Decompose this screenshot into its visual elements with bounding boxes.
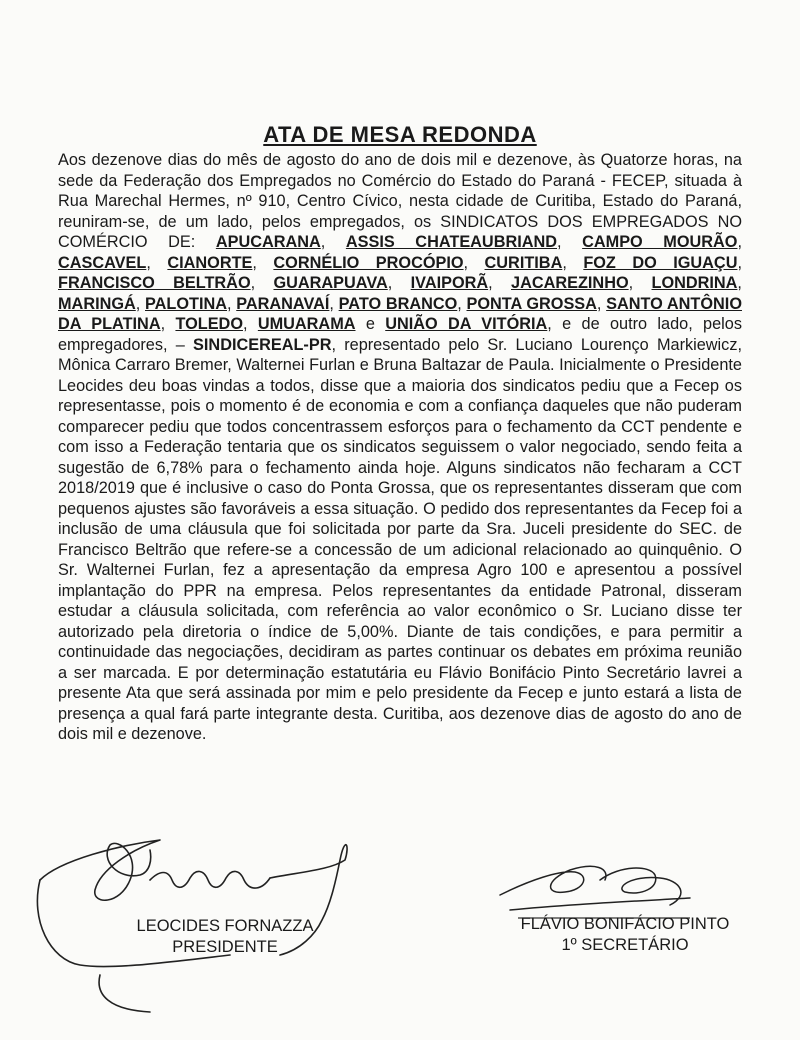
employers-text: , e de outro lado, pelos empregadores, – [58, 315, 742, 354]
separator: , [557, 233, 583, 251]
separator: , [135, 294, 145, 313]
separator: , [329, 294, 339, 313]
president-role: PRESIDENTE [172, 938, 278, 956]
city-cianorte: CIANORTE [167, 253, 253, 272]
city-jacarezinho: JACAREZINHO [511, 274, 629, 292]
city-campo-mourao: CAMPO MOURÃO [582, 233, 738, 251]
city-maringa: MARINGÁ [58, 294, 136, 313]
city-londrina: LONDRINA [651, 274, 738, 292]
separator: , [227, 294, 237, 313]
intro-text: Aos dezenove dias do mês de agosto do ano de dois mil e dezenove, às Quatorze horas, na sede da Federação dos Empregados no Comércio do Estado do Paraná - FECEP, situada à Rua Marechal Hermes, nº 910, Centro Cívico, nesta cidade de Curitiba, Estado do Paraná, reuniram-se, de um lado, pelos empregados, os SINDICATOS DOS EMPREGADOS NO COMÉRCIO DE: [58, 151, 742, 251]
city-toledo: TOLEDO [175, 315, 243, 333]
separator: , [387, 274, 411, 292]
city-umuarama: UMUARAMA [257, 315, 356, 333]
secretary-role: 1º SECRETÁRIO [561, 936, 689, 954]
separator: , [250, 274, 274, 292]
separator: , [737, 233, 742, 251]
employers-org: SINDICEREAL-PR [193, 335, 332, 354]
city-cornelio-procopio: CORNÉLIO PROCÓPIO [273, 253, 464, 272]
signature-block-president [100, 916, 350, 958]
secretary-name: FLÁVIO BONIFÁCIO PINTO [520, 915, 730, 933]
separator: , [242, 315, 258, 333]
signature-block-secretary [490, 914, 760, 956]
separator: , [737, 253, 742, 272]
separator: , [562, 253, 584, 272]
city-ivaipora: IVAIPORÃ [410, 274, 489, 292]
separator: , [146, 253, 168, 272]
city-pato-branco: PATO BRANCO [338, 294, 458, 313]
separator: , [488, 274, 512, 292]
city-cascavel: CASCAVEL [58, 253, 147, 272]
city-palotina: PALOTINA [145, 294, 228, 313]
separator: , [596, 294, 607, 313]
signature-right [500, 866, 690, 910]
separator: , [160, 315, 176, 333]
separator: , [737, 274, 742, 292]
city-francisco-beltrao: FRANCISCO BELTRÃO [58, 274, 251, 292]
separator: , [252, 253, 274, 272]
separator: , [463, 253, 485, 272]
separator: , [320, 233, 326, 251]
city-apucarana: APUCARANA [215, 233, 321, 251]
city-uniao-da-vitoria: UNIÃO DA VITÓRIA [385, 315, 548, 333]
separator: , [457, 294, 467, 313]
document-title: ATA DE MESA REDONDA [263, 122, 537, 147]
city-curitiba: CURITIBA [484, 253, 563, 272]
main-text: , representado pelo Sr. Luciano Lourenço Markiewicz, Mônica Carraro Bremer, Walternei Furlan e Bruna Baltazar de Paula. Inicialmente o Presidente Leocides deu boas vindas a todos, disse que a maioria dos sindicatos pediu que a Fecep os representasse, pois o momento é de economia e com a confiança daqueles que não puderam comparecer pediu que todos concentrassem esforços para o fechamento da CCT pendente e com isso a Federação tentaria que os sindicatos seguissem o valor negociado, sendo feita a sugestão de 6,78% para o fechamento ainda hoje. Alguns sindicatos não fecharam a CCT 2018/2019 que é inclusive o caso do Ponta Grossa, que os representantes disseram que com pequenos ajustes são favoráveis a essa situação. O pedido dos representantes da Fecep foi a inclusão de uma cláusula que foi solicitada por parte da Sra. Juceli presidente do SEC. de Francisco Beltrão que refere-se a concessão de um adicional relacionado ao quinquênio. O Sr. Walternei Furlan, fez a apresentação da empresa Agro 100 e apresentou a possível implantação do PPR na empresa. Pelos representantes da entidade Patronal, disseram estudar a cláusula solicitada, com referência ao valor econômico o Sr. Luciano disse ter autorizado pela diretoria o índice de 5,00%. Diante de tais condições, e para permitir a continuidade das negociações, decidiram as partes continuar os debates em próxima reunião a ser marcada. E por determinação estatutária eu Flávio Bonifácio Pinto Secretário lavrei a presente Ata que será assinada por mim e pelo presidente da Fecep e junto estará a lista de presença a qual fará parte integrante desta. Curitiba, aos dezenove dias de agosto do ano de dois mil e dezenove. [58, 335, 742, 743]
city-paranavai: PARANAVAÍ [236, 294, 330, 313]
city-santo-antonio-da-platina: SANTO ANTÔNIO DA PLATINA [58, 294, 742, 333]
city-ponta-grossa: PONTA GROSSA [466, 294, 597, 313]
city-guarapuava: GUARAPUAVA [273, 274, 388, 292]
city-foz-do-iguacu: FOZ DO IGUAÇU [583, 253, 738, 272]
president-name: LEOCIDES FORNAZZA [136, 917, 314, 935]
separator: , [628, 274, 652, 292]
separator: e [355, 315, 386, 333]
city-assis-chateaubriand: ASSIS CHATEAUBRIAND [345, 233, 558, 251]
minutes-body [58, 150, 742, 745]
